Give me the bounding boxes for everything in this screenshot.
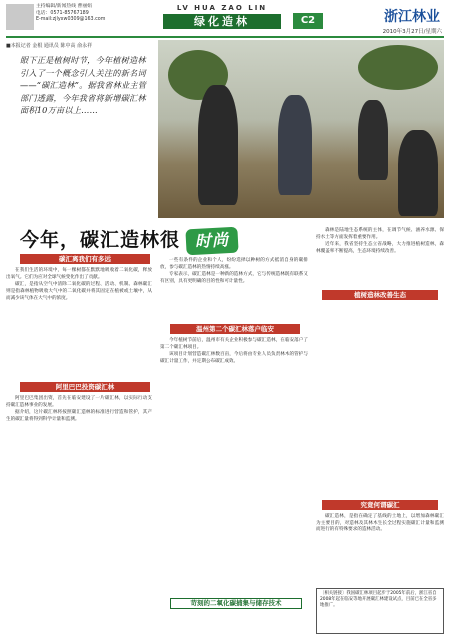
article-column-2	[6, 396, 152, 476]
paragraph: 阿里巴巴集团出资，首先在临安建设了一片碳汇林，以实际行动支持碳汇造林事业的发展。	[6, 396, 152, 408]
article-column-1	[6, 268, 152, 376]
article-column-4	[160, 338, 308, 588]
paragraph: 碳汇造林，是指在确定了基线的土地上，以增加森林碳汇为主要目的，对造林及其林木生长全过程实施碳汇计量和监测而进行的有特殊要求的造林活动。	[316, 514, 444, 533]
issue-date: 2010年3月27日/星期六	[382, 29, 442, 35]
page-number: C2	[293, 13, 323, 29]
paragraph: 据介绍，这片碳汇林将按照碳汇造林的标准进行营造和管护，其产生的碳汇量将得到科学计量和监测。	[6, 410, 152, 423]
lead-paragraph: 眼下正是植树时节，今年植树造林引入了一个概念引人关注的新名词——“碳汇造林”。据我省林业主管部门透露，今年我省将新增碳汇林面积10万亩以上……	[20, 55, 147, 116]
masthead	[0, 0, 450, 36]
subhead-ccs-technology: 苛刻的二氧化碳捕集与储存技术	[170, 598, 302, 609]
subhead-what-is-carbon-sink: 究竟何谓碳汇	[322, 500, 438, 510]
paragraph: 今年植树节前后，温州市有关企业积极参与碳汇造林，在临安落户了第二个碳汇林项目。	[160, 338, 308, 350]
headline-stamp: 时尚	[185, 227, 238, 256]
headline	[20, 225, 300, 254]
paragraph: 该项目计划营造碳汇林数百亩，今后将由专业人员负责林木的管护与碳汇计量工作，并定期公布碳汇成效。	[160, 352, 308, 365]
newspaper-name: 浙江林业	[384, 9, 440, 25]
article-column-6	[316, 514, 444, 584]
section-header	[163, 4, 281, 34]
subhead-ecology: 植树造林改善生态	[322, 290, 438, 300]
paragraph: 碳汇，是指从空气中清除二氧化碳的过程、活动、机制。森林碳汇则是指森林植物吸收大气中的二氧化碳并将其固定在植被或土壤中，从而减少该气体在大气中的浓度。	[6, 282, 152, 301]
paragraph: 专家表示，碳汇造林是一种新的造林方式，它与传统造林既有联系又有区别，具有更明确的目的性和可计量性。	[160, 272, 308, 285]
subhead-carbon-sink-distance: 碳汇离我们有多远	[20, 254, 150, 264]
paragraph: 森林是陆地生态系统的主体，在调节气候、涵养水源、保持水土等方面发挥着重要作用。	[316, 228, 444, 240]
section-pinyin: LV HUA ZAO LIN	[176, 4, 268, 12]
article-column-3	[160, 258, 308, 318]
header-rule	[6, 36, 444, 38]
paragraph: 近年来，我省坚持生态立省战略，大力推进植树造林，森林覆盖率不断提高，生态环境持续改善。	[316, 242, 444, 255]
byline: ■本报记者 金根 通讯员 陈中高 俞永祥	[6, 43, 93, 49]
subhead-alibaba: 阿里巴巴投资碳汇林	[20, 382, 150, 392]
paragraph: 一些有条件的企业和个人，纷纷选择以种树的方式抵消自身的碳排放，参与碳汇造林的热情持续高涨。	[160, 258, 308, 270]
contact-line: E-mail:zjlyxw0309@163.com	[36, 17, 106, 23]
contact-line: 主持编辑/新闻热线 曹丽娟	[36, 4, 92, 9]
article-column-5	[316, 228, 444, 288]
subhead-wenzhou-lin-an: 温州第二个碳汇林落户临安	[170, 324, 300, 334]
section-title: 绿化造林	[163, 14, 281, 29]
related-link-box: 〔相关链接〕我国碳汇林项目起步于2005年前后，浙江省自2008年起在临安等地开展碳汇林建设试点，目前已在全省多地推广。	[316, 588, 444, 634]
editor-photo	[6, 4, 34, 30]
headline-text: 今年，碳汇造林很	[20, 229, 181, 251]
tree-planting-photo	[158, 40, 444, 218]
paragraph: 在我们生活的环境中，每一棵树都在默默地吸收着二氧化碳，释放出氧气。它们为应对全球气候变化作出了贡献。	[6, 268, 152, 280]
contact-line: 电话：0571-85767189	[36, 10, 89, 16]
